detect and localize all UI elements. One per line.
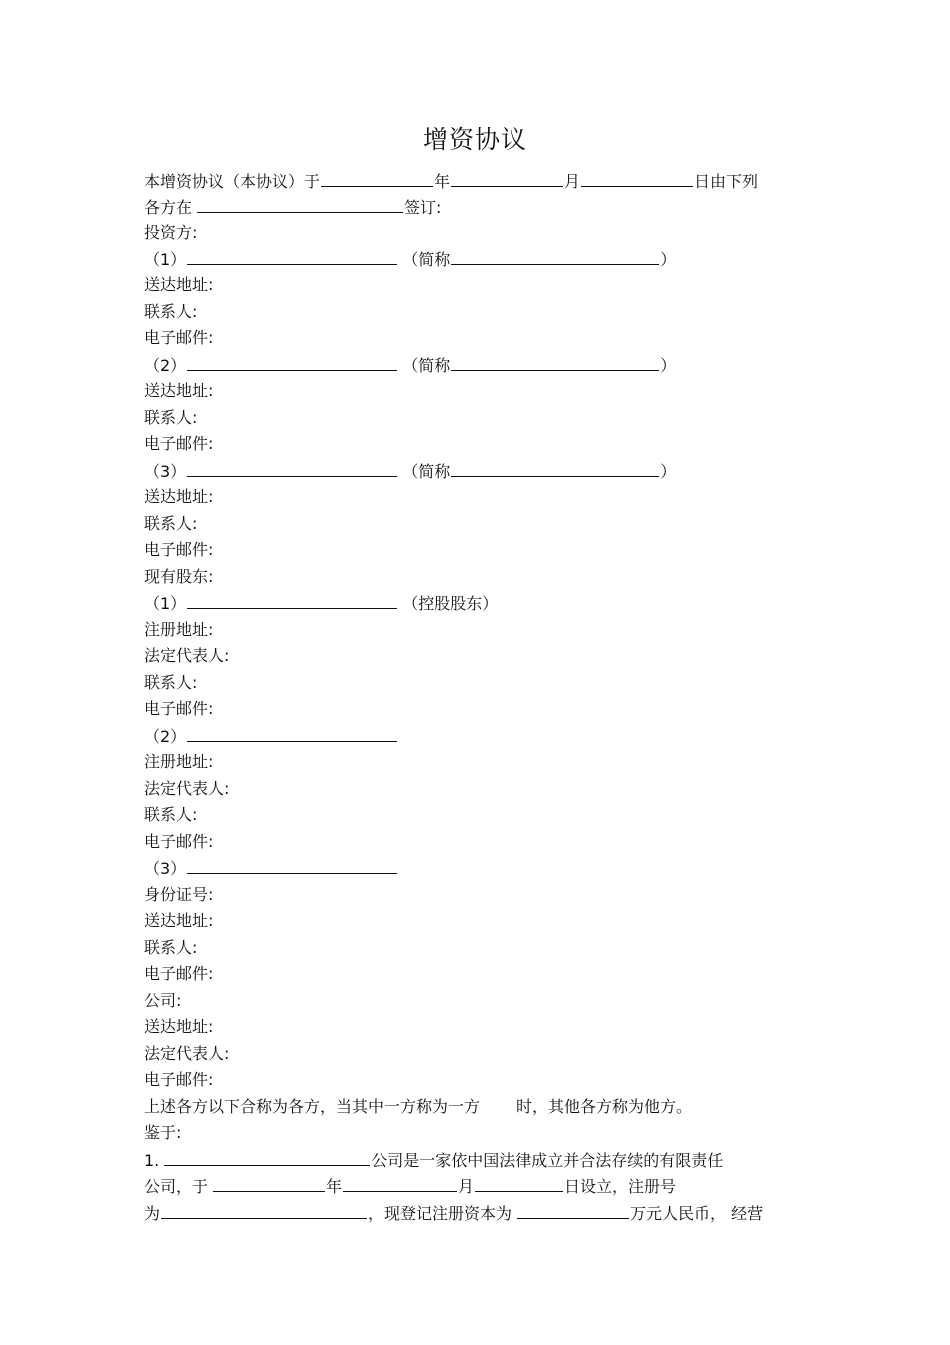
abbr-label: （简称 — [402, 250, 451, 269]
blank-shareholder-name — [187, 855, 397, 874]
shareholder-2-email: 电子邮件: — [144, 832, 214, 851]
blank-investor-name — [187, 458, 397, 477]
clause-text: 为 — [144, 1204, 161, 1223]
clause-number: 1. — [144, 1151, 160, 1170]
shareholder-number: （3） — [144, 859, 187, 878]
investors-heading: 投资方: — [144, 223, 198, 242]
investor-number: （1） — [144, 250, 187, 269]
investor-number: （2） — [144, 356, 187, 375]
shareholder-2-contact: 联系人: — [144, 805, 198, 824]
shareholder-1-contact: 联系人: — [144, 673, 198, 692]
whereas-line-3 — [144, 1200, 763, 1226]
shareholder-3-id: 身份证号: — [144, 885, 214, 904]
company-heading: 公司: — [144, 991, 182, 1010]
shareholder-3-address: 送达地址: — [144, 911, 214, 930]
investor-2-email: 电子邮件: — [144, 434, 214, 453]
blank-company-name — [164, 1147, 370, 1166]
clause-text: ，现登记注册资本为 — [368, 1204, 513, 1223]
company-email: 电子邮件: — [144, 1070, 214, 1089]
shareholder-number: （2） — [144, 727, 187, 746]
place-label: 各方在 — [144, 198, 193, 217]
blank-abbr — [451, 246, 659, 265]
day-label: 日由下列 — [694, 172, 759, 191]
company-address: 送达地址: — [144, 1017, 214, 1036]
month-label: 月 — [458, 1177, 475, 1196]
shareholder-1-reg: 注册地址: — [144, 620, 214, 639]
intro-line-2 — [144, 194, 441, 220]
blank-day — [581, 168, 693, 187]
whereas-heading: 鉴于: — [144, 1123, 182, 1142]
investor-3-line — [144, 458, 676, 484]
shareholder-2-reg: 注册地址: — [144, 752, 214, 771]
abbr-close: ） — [660, 356, 677, 375]
whereas-line-2 — [144, 1173, 676, 1199]
abbr-close: ） — [660, 462, 677, 481]
investor-1-line — [144, 246, 676, 272]
investor-1-email: 电子邮件: — [144, 328, 214, 347]
shareholder-3-email: 电子邮件: — [144, 964, 214, 983]
investor-1-contact: 联系人: — [144, 302, 198, 321]
clause-text: 万元人民币， 经营 — [630, 1204, 764, 1223]
abbr-label: （简称 — [402, 462, 451, 481]
signed-label: 签订: — [404, 198, 442, 217]
blank-investor-name — [187, 352, 397, 371]
document-title: 增资协议 — [422, 125, 527, 154]
blank-capital — [517, 1200, 629, 1219]
month-label: 月 — [564, 172, 581, 191]
blank-shareholder-name — [187, 590, 397, 609]
shareholder-3-contact: 联系人: — [144, 938, 198, 957]
investor-2-address: 送达地址: — [144, 381, 214, 400]
summary-text-b: 时，其他各方称为他方。 — [516, 1097, 693, 1116]
intro-line-1 — [144, 168, 758, 194]
blank-investor-name — [187, 246, 397, 265]
blank-place — [197, 194, 403, 213]
investor-2-contact: 联系人: — [144, 408, 198, 427]
investor-3-address: 送达地址: — [144, 487, 214, 506]
whereas-line-1 — [144, 1147, 723, 1173]
clause-text: 公司是一家依中国法律成立并合法存续的有限责任 — [371, 1151, 724, 1170]
shareholders-heading: 现有股东: — [144, 567, 214, 586]
shareholder-1-line — [144, 590, 498, 616]
blank-day — [475, 1173, 563, 1192]
abbr-close: ） — [660, 250, 677, 269]
blank-month — [343, 1173, 457, 1192]
blank-year — [321, 168, 433, 187]
shareholder-2-line — [144, 723, 398, 749]
blank-year — [213, 1173, 325, 1192]
investor-1-address: 送达地址: — [144, 275, 214, 294]
year-label: 年 — [434, 172, 451, 191]
intro-text: 本增资协议（本协议）于 — [144, 172, 321, 191]
investor-3-contact: 联系人: — [144, 514, 198, 533]
abbr-label: （简称 — [402, 356, 451, 375]
shareholder-2-rep: 法定代表人: — [144, 779, 230, 798]
clause-text: 日设立，注册号 — [564, 1177, 677, 1196]
shareholder-1-email: 电子邮件: — [144, 699, 214, 718]
year-label: 年 — [326, 1177, 343, 1196]
clause-text: 公司，于 — [144, 1177, 209, 1196]
blank-abbr — [451, 458, 659, 477]
shareholder-3-line — [144, 855, 398, 881]
investor-number: （3） — [144, 462, 187, 481]
investor-2-line — [144, 352, 676, 378]
shareholder-number: （1） — [144, 594, 187, 613]
blank-abbr — [451, 352, 659, 371]
controlling-note: （控股股东） — [402, 594, 499, 613]
investor-3-email: 电子邮件: — [144, 540, 214, 559]
shareholder-1-rep: 法定代表人: — [144, 646, 230, 665]
company-rep: 法定代表人: — [144, 1044, 230, 1063]
blank-shareholder-name — [187, 723, 397, 742]
summary-line — [144, 1094, 692, 1120]
blank-reg-number — [161, 1200, 367, 1219]
blank-month — [451, 168, 563, 187]
summary-text-a: 上述各方以下合称为各方，当其中一方称为一方 — [144, 1097, 481, 1116]
